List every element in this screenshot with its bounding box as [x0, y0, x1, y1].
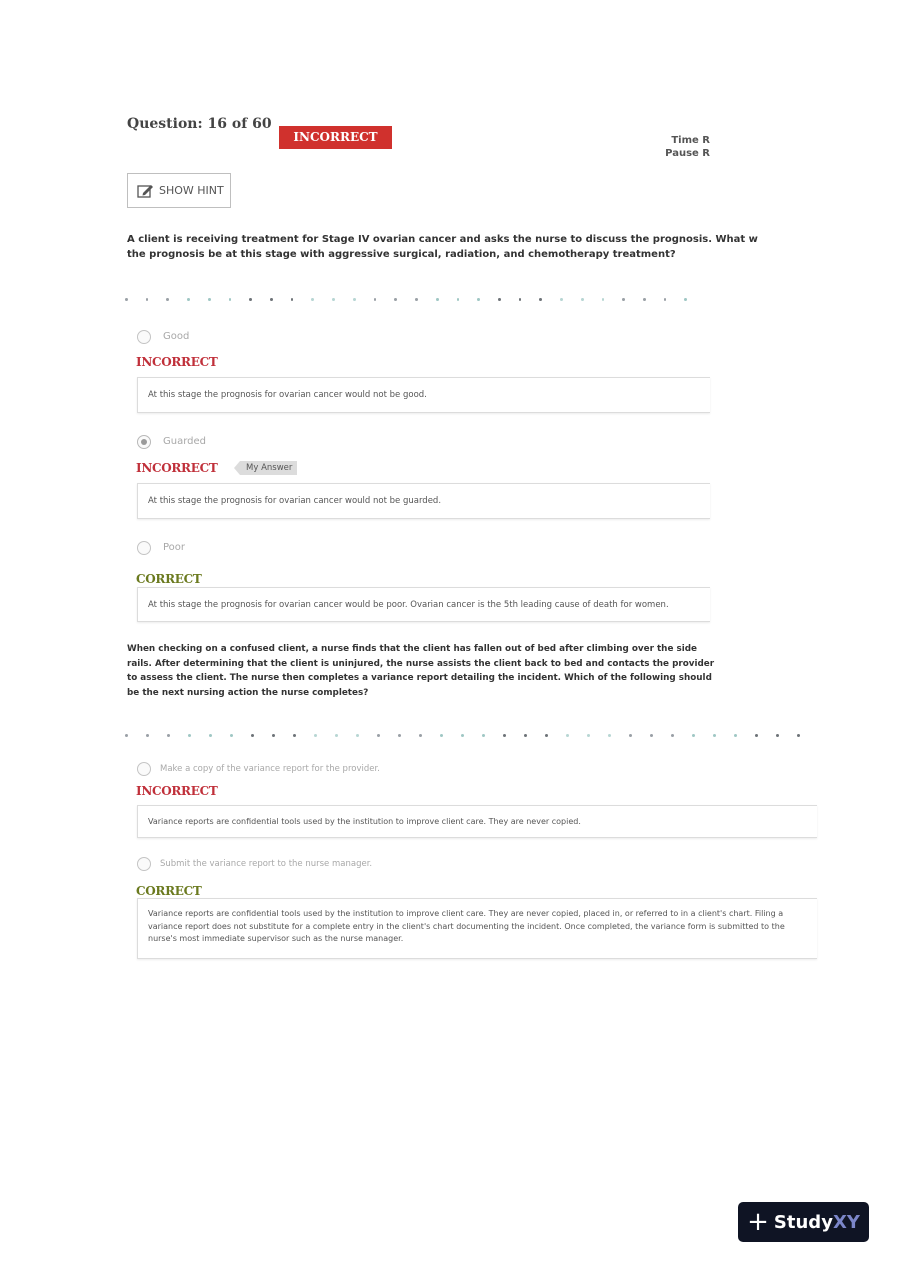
option-label-poor: Poor	[163, 542, 186, 553]
divider-dot	[440, 734, 443, 737]
divider-dot	[692, 734, 695, 737]
edit-icon	[137, 184, 155, 198]
timer-panel	[640, 134, 710, 160]
divider-dot	[374, 298, 377, 301]
divider-dot	[314, 734, 317, 737]
rationale-copy-report: Variance reports are confidential tools used by the institution to improve client care. They are never copied.	[137, 805, 817, 838]
divider-dot	[629, 734, 632, 737]
question-2-line-4: be the next nursing action the nurse completes?	[127, 687, 369, 698]
show-hint-button[interactable]	[127, 173, 231, 208]
divider-dot	[539, 298, 542, 301]
option-radio-copy-report[interactable]	[137, 762, 151, 776]
divider-dot	[461, 734, 464, 737]
rationale-line-3: nurse's most immediate supervisor such as the nurse manager.	[148, 934, 404, 943]
time-remaining-label: Time R	[671, 135, 710, 146]
option-label-copy-report: Make a copy of the variance report for the provider.	[160, 764, 380, 774]
divider-dot	[498, 298, 501, 301]
divider-dot	[608, 734, 611, 737]
divider-dot	[167, 734, 170, 737]
rationale-submit-report	[137, 898, 817, 959]
divider-dot	[524, 734, 527, 737]
divider-dot	[519, 298, 522, 301]
studyxy-logo	[738, 1202, 869, 1242]
divider-dot	[229, 298, 232, 301]
divider-dot	[797, 734, 800, 737]
divider-dot	[566, 734, 569, 737]
divider-dot	[311, 298, 314, 301]
option-radio-poor[interactable]	[137, 541, 151, 555]
option-label-submit-report: Submit the variance report to the nurse manager.	[160, 859, 373, 869]
option-radio-guarded[interactable]	[137, 435, 151, 449]
divider-dot	[125, 734, 128, 737]
question-counter: Question: 16 of 60	[127, 116, 272, 132]
divider-dot	[125, 298, 128, 301]
divider-dot	[602, 298, 605, 301]
brand-suffix: XY	[832, 1211, 860, 1233]
verdict-good: INCORRECT	[136, 355, 218, 369]
rationale-guarded: At this stage the prognosis for ovarian cancer would not be guarded.	[137, 483, 710, 519]
divider-dot	[398, 734, 401, 737]
divider-dot	[335, 734, 338, 737]
divider-dot	[581, 298, 584, 301]
divider-dot	[146, 734, 149, 737]
divider-dot	[419, 734, 422, 737]
divider-dot	[230, 734, 233, 737]
divider-dot	[272, 734, 275, 737]
divider-dot	[457, 298, 460, 301]
rationale-line-2: variance report does not substitute for a complete entry in the client's chart documenting the incident. Once completed, the variance form is submitted to the	[148, 921, 785, 931]
question-2-line-1: When checking on a confused client, a nurse finds that the client has fallen out of bed after climbing over the side	[127, 644, 697, 654]
divider-dot	[208, 298, 211, 301]
divider-dot	[503, 734, 506, 737]
question-1-line-1: A client is receiving treatment for Stage IV ovarian cancer and asks the nurse to discuss the prognosis. What w	[127, 234, 758, 245]
divider-dot	[436, 298, 439, 301]
show-hint-label: SHOW HINT	[159, 184, 224, 197]
rationale-line-1: Variance reports are confidential tools used by the institution to improve client care. They are never copied, placed in, or referred to in a client's chart. Filing a	[148, 909, 784, 918]
question-2-text	[127, 642, 717, 700]
divider-dot	[166, 298, 169, 301]
my-answer-tag: My Answer	[240, 461, 297, 475]
divider-dot	[477, 298, 480, 301]
question-1-line-2: the prognosis be at this stage with aggressive surgical, radiation, and chemotherapy treatment?	[127, 249, 676, 260]
brand-prefix: Study	[773, 1211, 833, 1233]
divider-dot	[209, 734, 212, 737]
divider-dot	[755, 734, 758, 737]
rationale-poor: At this stage the prognosis for ovarian cancer would be poor. Ovarian cancer is the 5th leading cause of death for women.	[137, 587, 710, 622]
question-2-line-3: to assess the client. The nurse then completes a variance report detailing the incident. Which of the following should	[127, 673, 712, 683]
option-radio-submit-report[interactable]	[137, 857, 151, 871]
divider-dots	[125, 294, 705, 304]
divider-dot	[671, 734, 674, 737]
plus-icon: +	[747, 1207, 769, 1237]
rationale-good: At this stage the prognosis for ovarian cancer would not be good.	[137, 377, 710, 413]
status-badge: INCORRECT	[279, 126, 392, 149]
divider-dot	[560, 298, 563, 301]
divider-dot	[146, 298, 149, 301]
divider-dot	[394, 298, 397, 301]
divider-dot	[482, 734, 485, 737]
divider-dot	[734, 734, 737, 737]
verdict-poor: CORRECT	[136, 572, 202, 586]
divider-dot	[587, 734, 590, 737]
divider-dot	[664, 298, 667, 301]
divider-dot	[291, 298, 294, 301]
divider-dot	[545, 734, 548, 737]
divider-dot	[187, 298, 190, 301]
option-label-guarded: Guarded	[163, 436, 206, 447]
option-label-good: Good	[163, 331, 190, 342]
divider-dot	[332, 298, 335, 301]
divider-dot	[713, 734, 716, 737]
divider-dot	[776, 734, 779, 737]
divider-dot	[622, 298, 625, 301]
verdict-guarded: INCORRECT	[136, 461, 218, 475]
divider-dot	[293, 734, 296, 737]
verdict-submit-report: CORRECT	[136, 884, 202, 898]
divider-dot	[377, 734, 380, 737]
question-2-line-2: rails. After determining that the client is uninjured, the nurse assists the client back to bed and contacts the provider	[127, 658, 715, 669]
option-radio-good[interactable]	[137, 330, 151, 344]
divider-dot	[650, 734, 653, 737]
pause-label: Pause R	[665, 148, 710, 159]
divider-dot	[353, 298, 356, 301]
divider-dot	[251, 734, 254, 737]
divider-dot	[684, 298, 687, 301]
divider-dot	[249, 298, 252, 301]
divider-dot	[643, 298, 646, 301]
divider-dot	[415, 298, 418, 301]
divider-dot	[188, 734, 191, 737]
divider-dot	[270, 298, 273, 301]
divider-dots	[125, 730, 820, 740]
divider-dot	[356, 734, 359, 737]
question-1-text	[127, 232, 758, 262]
verdict-copy-report: INCORRECT	[136, 784, 218, 798]
